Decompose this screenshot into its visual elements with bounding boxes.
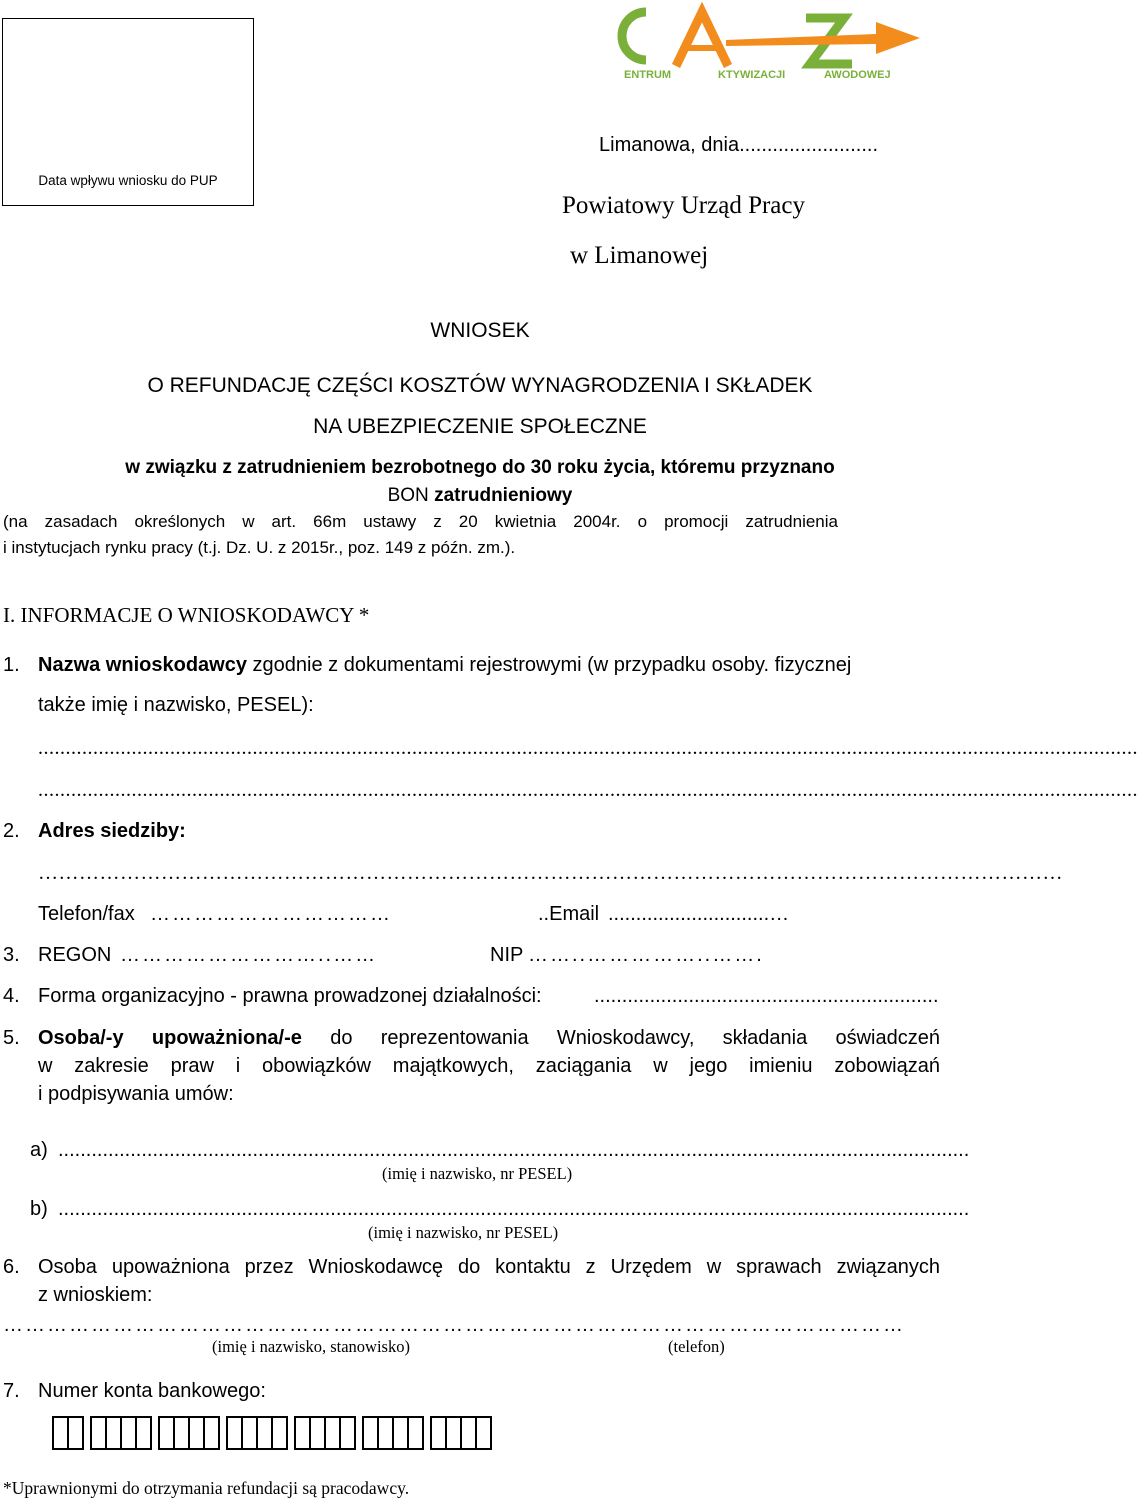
phone-caption: (telefon) [668, 1337, 725, 1356]
legal-basis-2: i instytucjach rynku pracy (t.j. Dz. U. z 2015r., poz. 149 z późn. zm.). [3, 538, 516, 557]
item-5-line3: i podpisywania umów: [38, 1083, 234, 1105]
logo-line3: AWODOWEJ [824, 69, 891, 81]
item-5-bold: Osoba/-y upoważniona/-e [38, 1027, 302, 1049]
applicant-name-field-2[interactable]: ........................................................................................................................................................................................................ [38, 779, 1138, 801]
logo-line1: ENTRUM [624, 69, 672, 81]
item-1-number: 1. [3, 654, 20, 676]
account-digit-box[interactable] [407, 1416, 424, 1450]
rep-b-field[interactable]: .................................................................................................................................................................... [58, 1198, 970, 1220]
bon-label: zatrudnieniowy [434, 485, 573, 506]
rep-a-caption: (imię i nazwisko, nr PESEL) [382, 1164, 573, 1183]
form-subtitle-4: BON zatrudnieniowy [387, 485, 573, 506]
phone-label: Telefon/fax [38, 903, 135, 925]
contact-person-field[interactable]: …………………………………………………………………………………………………………… [3, 1314, 905, 1336]
legal-basis-1: (na zasadach określonych w art. 66m ustawy z 20 kwietnia 2004r. o promocji zatrudnienia [3, 512, 838, 531]
section-heading: I. INFORMACJE O WNIOSKODAWCY * [3, 603, 370, 627]
item-1-rest: zgodnie z dokumentami rejestrowymi (w przypadku osoby. fizycznej [252, 654, 852, 676]
form-subtitle-3: w związku z zatrudnieniem bezrobotnego do 30 roku życia, któremu przyznano [125, 457, 835, 478]
regon-label: REGON [38, 944, 112, 966]
contact-caption: (imię i nazwisko, stanowisko) [212, 1337, 410, 1356]
item-2-number: 2. [3, 820, 20, 842]
phone-field[interactable]: …………………………… [150, 903, 392, 925]
rep-b-label: b) [30, 1198, 48, 1220]
item-2-label: Adres siedziby: [38, 820, 186, 842]
bank-account-boxes[interactable] [52, 1416, 498, 1450]
nip-label: NIP [490, 944, 524, 966]
account-digit-box[interactable] [271, 1416, 288, 1450]
item-6-number: 6. [3, 1256, 20, 1278]
account-digit-box[interactable] [67, 1416, 84, 1450]
item-6-line2: z wnioskiem: [38, 1284, 153, 1306]
footnote: *Uprawnionymi do otrzymania refundacji są pracodawcy. [3, 1478, 410, 1498]
item-5-line1 [38, 1027, 940, 1050]
form-title: WNIOSEK [430, 319, 530, 342]
nip-field[interactable]: ……..……………..……. [528, 944, 764, 966]
applicant-name-field-1[interactable]: ........................................................................................................................................................................................................ [38, 737, 1138, 759]
account-digit-box[interactable] [203, 1416, 220, 1450]
item-4-label: Forma organizacyjno - prawna prowadzonej działalności: [38, 985, 542, 1007]
item-5-line2: w zakresie praw i obowiązków majątkowych, zaciągania w jego imieniu zobowiązań [38, 1055, 940, 1077]
caz-logo [606, 4, 924, 82]
account-digit-box[interactable] [135, 1416, 152, 1450]
item-5-rest: do reprezentowania Wnioskodawcy, składania oświadczeń [330, 1027, 940, 1049]
item-5-number: 5. [3, 1027, 20, 1049]
item-1-line2: także imię i nazwisko, PESEL): [38, 694, 314, 716]
office-city: w Limanowej [570, 242, 709, 269]
logo-line2: KTYWIZACJI [718, 69, 786, 81]
item-7-number: 7. [3, 1380, 20, 1402]
email-label: ..Email [538, 903, 600, 925]
item-7-label: Numer konta bankowego: [38, 1380, 266, 1402]
item-4-number: 4. [3, 985, 20, 1007]
legal-form-field[interactable]: .............................................................. [594, 985, 939, 1007]
rep-b-caption: (imię i nazwisko, nr PESEL) [368, 1223, 559, 1242]
item-1-label [38, 654, 851, 677]
office-name: Powiatowy Urząd Pracy [562, 192, 805, 219]
email-field[interactable]: .............................… [608, 903, 790, 925]
account-digit-box[interactable] [339, 1416, 356, 1450]
receipt-date-label: Data wpływu wniosku do PUP [38, 173, 218, 188]
rep-a-label: a) [30, 1139, 48, 1161]
place-date: Limanowa, dnia......................... [599, 134, 879, 156]
item-6-line1: Osoba upoważniona przez Wnioskodawcę do kontaktu z Urzędem w sprawach związanych [38, 1256, 940, 1278]
item-1-bold: Nazwa wnioskodawcy [38, 654, 247, 676]
rep-a-field[interactable]: .................................................................................................................................................................... [58, 1139, 970, 1161]
form-subtitle-2: NA UBEZPIECZENIE SPOŁECZNE [313, 415, 647, 438]
item-3-number: 3. [3, 944, 20, 966]
account-digit-box[interactable] [475, 1416, 492, 1450]
receipt-date-box[interactable] [2, 18, 254, 206]
form-subtitle-1: O REFUNDACJĘ CZĘŚCI KOSZTÓW WYNAGRODZENIA I SKŁADEK [147, 374, 813, 397]
address-field[interactable]: …………………………………………………………………………………………………………………………………… [38, 862, 1063, 884]
regon-field[interactable]: ………………………..…… [120, 944, 378, 966]
